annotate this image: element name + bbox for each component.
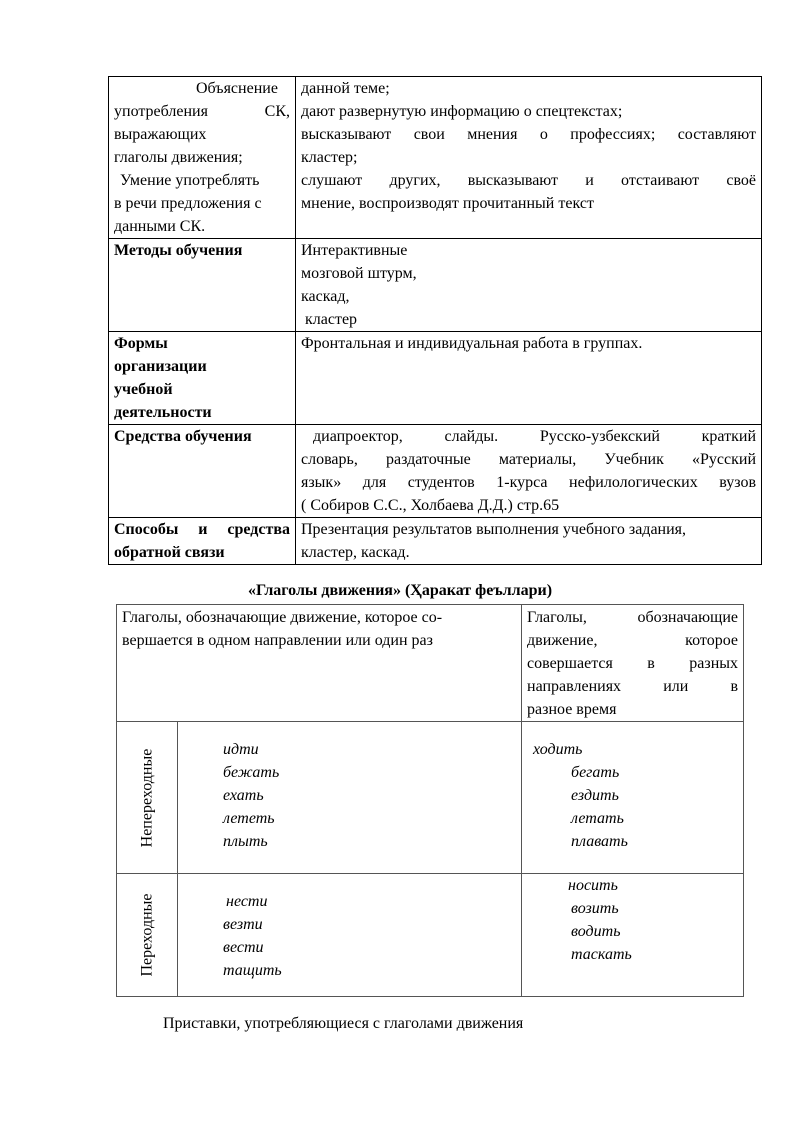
verb: лететь [223,810,275,827]
objectives-left-cell [109,77,296,239]
verb: везти [223,916,263,933]
cell-line: язык» для студентов 1-курса нефилологических вузов [301,474,756,491]
verb: таскать [571,946,632,963]
verb: тащить [223,962,282,979]
verb: ездить [571,787,619,804]
cell-line: деятельности [114,404,212,421]
verb: ехать [223,787,264,804]
verb: носить [568,877,618,894]
transitive-multi-direction [522,874,744,997]
forms-label [109,332,296,425]
motion-verbs-table [116,604,744,997]
methods-label: Методы обучения [109,239,296,332]
cell-line: дают развернутую информацию о спецтекстах; [301,103,623,120]
verb: вести [223,939,264,956]
intransitive-label: Непереходные [138,748,156,847]
cell-line: данными СК. [114,218,206,235]
cell-line: Интерактивные [301,242,408,259]
transitive-label-cell [117,874,178,997]
table-row [109,77,762,239]
cell-line: ( Собиров С.С., Холбаева Д.Д.) стр.65 [301,497,560,514]
feedback-cell [296,518,762,565]
cell-line: Глаголы, обозначающие движение, которое со- [122,609,443,626]
section-heading: «Глаголы движения» (Ҳаракат феъллари) [247,582,553,599]
verb: идти [223,741,259,758]
cell-line: кластер; [301,149,358,166]
cell-line: обратной связи [114,544,225,561]
verb: возить [571,900,619,917]
means-cell [296,425,762,518]
cell-line: кластер, каскад. [301,544,410,561]
cell-line: совершается в разных [527,655,739,672]
cell-line: высказывают свои мнения о профессиях; составляют [301,126,756,143]
methods-cell [296,239,762,332]
cell-line: каскад, [301,288,350,305]
table-row [109,332,762,425]
cell-line: выражающих [114,126,207,143]
cell-line: Презентация результатов выполнения учебного задания, [301,521,687,538]
objectives-right-cell [296,77,762,239]
verb: нести [226,893,268,910]
verb: плавать [571,833,628,850]
lesson-plan-table [108,76,762,565]
cell-line: слушают других, высказывают и отстаивают своё [301,172,756,189]
cell-line: мнение, воспроизводят прочитанный текст [301,195,594,212]
header-one-direction [117,605,522,722]
cell-line: глаголы движения; [114,149,243,166]
cell-line: употребления СК, [114,103,290,120]
feedback-label [109,518,296,565]
transitive-one-direction [178,874,522,997]
means-label: Средства обучения [109,425,296,518]
cell-line: кластер [301,311,358,328]
forms-cell: Фронтальная и индивидуальная работа в группах. [296,332,762,425]
cell-line: направлениях или в [527,678,739,695]
table-row [109,425,762,518]
cell-line: мозговой штурм, [301,265,417,282]
prefixes-caption: Приставки, употребляющиеся с глаголами движения [163,1015,524,1032]
cell-line: учебной [114,381,173,398]
cell-line: словарь, раздаточные материалы, Учебник «Русский [301,451,756,468]
cell-line: разное время [527,701,617,718]
cell-line: Объяснение [196,80,278,97]
cell-line: Способы и средства [114,521,290,538]
cell-line: Умение употреблять [120,172,260,189]
cell-line: организации [114,358,207,375]
table-row [117,605,744,722]
verb: водить [571,923,621,940]
header-multi-direction [522,605,744,722]
table-row [109,518,762,565]
verb: ходить [533,741,583,758]
table-row [117,874,744,997]
cell-line: Формы [114,335,168,352]
intransitive-multi-direction [522,722,744,874]
verb: бежать [223,764,280,781]
cell-line: Глаголы, обозначающие [527,609,739,626]
cell-line: в речи предложения с [114,195,262,212]
verb: плыть [223,833,268,850]
cell-line: вершается в одном направлении или один раз [122,632,433,649]
cell-line: данной теме; [301,80,390,97]
transitive-label: Переходные [138,893,156,977]
verb: бегать [571,764,620,781]
table-row [117,722,744,874]
cell-line: движение, которое [527,632,739,649]
table-row [109,239,762,332]
verb: летать [571,810,624,827]
cell-line: диапроектор, слайды. Русско-узбекский краткий [313,428,756,445]
intransitive-one-direction [178,722,522,874]
intransitive-label-cell [117,722,178,874]
